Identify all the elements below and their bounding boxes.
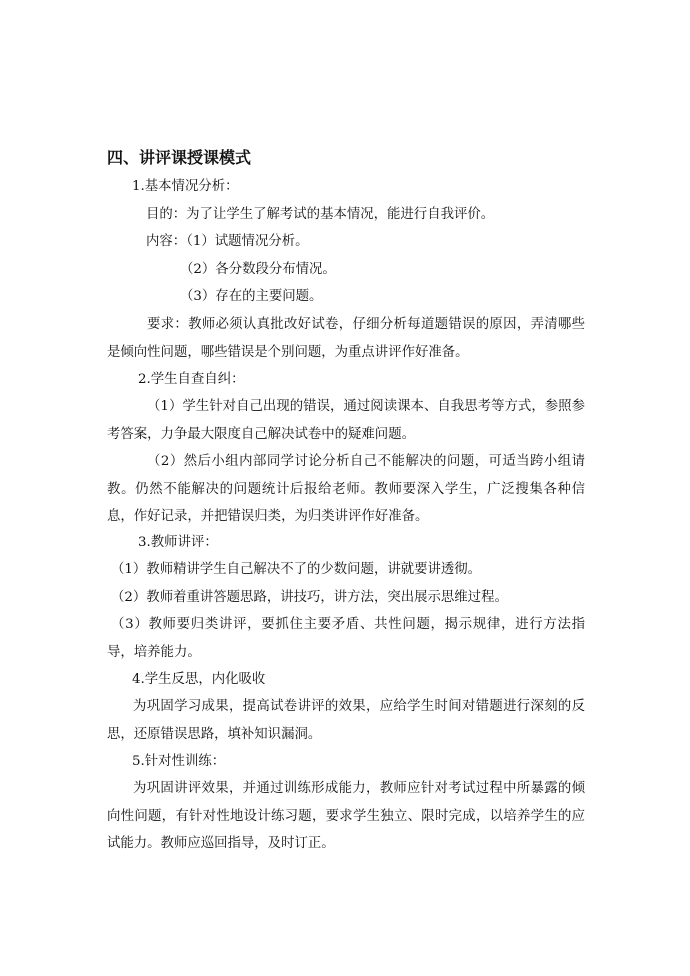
subsection-heading-basic-analysis: 1.基本情况分析： <box>132 179 239 194</box>
self-check-item-1: （1）学生针对自己出现的错误，通过阅读课本、自我思考等方式，参照参考答案，力争最大限度自己解决试卷中的疑难问题。 <box>107 399 585 442</box>
reflection-paragraph: 为巩固学习成果，提高试卷讲评的效果，应给学生时间对错题进行深刻的反思，还原错误思路，填补知识漏洞。 <box>107 699 585 742</box>
subsection-heading-training: 5.针对性训练： <box>132 754 226 769</box>
subsection-heading-teacher-review: 3.教师讲评： <box>138 535 218 550</box>
section-title: 四、讲评课授课模式 <box>107 148 252 167</box>
content-item-2: （2）各分数段分布情况。 <box>180 262 336 277</box>
teacher-review-item-2: （2）教师着重讲答题思路，讲技巧，讲方法，突出展示思维过程。 <box>111 590 508 605</box>
teacher-review-item-1: （1）教师精讲学生自己解决不了的少数问题，讲就要讲透彻。 <box>111 562 482 577</box>
content-item-3: （3）存在的主要问题。 <box>180 289 323 304</box>
training-paragraph: 为巩固讲评效果，并通过训练形成能力，教师应针对考试过程中所暴露的倾向性问题，有针对性地设计练习题，要求学生独立、限时完成，以培养学生的应试能力。教师应巡回指导，及时订正。 <box>107 781 585 851</box>
purpose-text: 目的：为了让学生了解考试的基本情况，能进行自我评价。 <box>146 207 495 222</box>
self-check-item-2: （2）然后小组内部同学讨论分析自己不能解决的问题，可适当跨小组请教。仍然不能解决的问题统计后报给老师。教师要深入学生，广泛搜集各种信息，作好记录，并把错误归类，为归类讲评作好准备。 <box>107 454 585 524</box>
subsection-heading-self-check: 2.学生自查自纠： <box>138 372 245 387</box>
content-item-1: 内容：（1）试题情况分析。 <box>146 234 309 249</box>
requirement-paragraph: 要求：教师必须认真批改好试卷，仔细分析每道题错误的原因，弄清哪些是倾向性问题，哪些错误是个别问题，为重点讲评作好准备。 <box>107 317 585 360</box>
subsection-heading-reflection: 4.学生反思，内化吸收 <box>132 672 266 687</box>
teacher-review-item-3: （3）教师要归类讲评，要抓住主要矛盾、共性问题，揭示规律，进行方法指导，培养能力。 <box>107 617 585 660</box>
